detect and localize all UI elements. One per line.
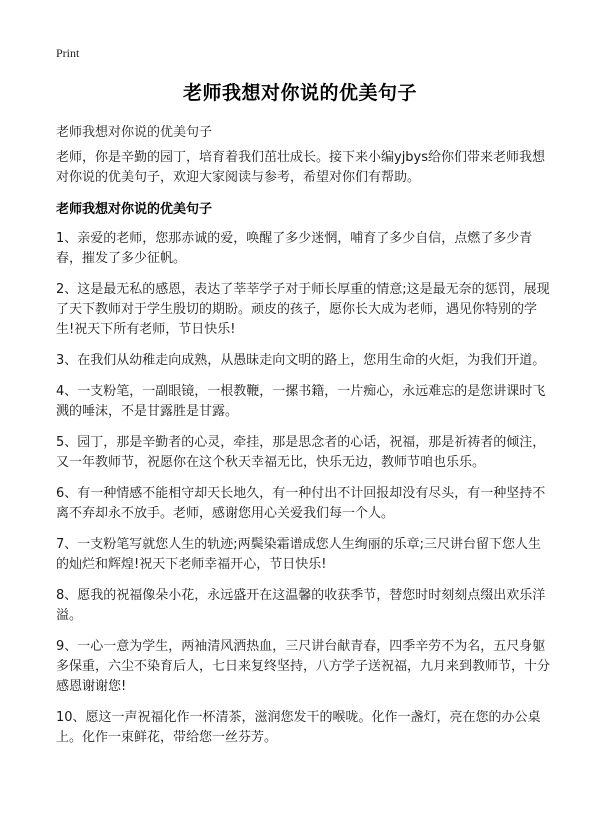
section-heading: 老师我想对你说的优美句子 xyxy=(56,202,213,217)
list-item: 1、亲爱的老师，您那赤诚的爱，唤醒了多少迷惘，哺育了多少自信，点燃了多少青春，摧发了多少征帆。 xyxy=(56,231,533,266)
list-item: 8、愿我的祝福像朵小花，永远盛开在这温馨的收获季节，替您时时刻刻点缀出欢乐洋溢。 xyxy=(56,588,546,623)
list-item: 5、园丁，那是辛勤者的心灵，牵挂，那是思念者的心话，祝福，那是祈祷者的倾注，又一年教师节，祝愿你在这个秋天幸福无比，快乐无边，教师节咱也乐乐。 xyxy=(56,435,546,470)
list-item: 10、愿这一声祝福化作一杯清茶，滋润您发干的喉咙。化作一盏灯，亮在您的办公桌上。化作一束鲜花，带给您一丝芬芳。 xyxy=(56,710,541,745)
article-body xyxy=(56,148,550,759)
list-item: 9、一心一意为学生，两袖清风洒热血，三尺讲台献青春，四季辛劳不为名，五尺身躯多保重，六尘不染育后人，七日来复终坚持，八方学子送祝福，九月来到教师节，十分感恩谢谢您! xyxy=(56,639,551,694)
subtitle: 老师我想对你说的优美句子 xyxy=(56,125,213,140)
list-item: 7、一支粉笔写就您人生的轨迹;两鬓染霜谱成您人生绚丽的乐章;三尺讲台留下您人生的灿烂和辉煌!祝天下老师幸福开心，节日快乐! xyxy=(56,537,542,572)
page-title: 老师我想对你说的优美句子 xyxy=(182,82,417,104)
print-link[interactable]: Print xyxy=(56,46,80,60)
list-item: 4、一支粉笔，一副眼镜，一根教鞭，一摞书籍，一片痴心，永远难忘的是您讲课时飞溅的唾沫，不是甘露胜是甘露。 xyxy=(56,384,546,419)
intro-paragraph: 老师，你是辛勤的园丁，培育着我们茁壮成长。接下来小编yjbys给你们带来老师我想对你说的优美句子，欢迎大家阅读与参考，希望对你们有帮助。 xyxy=(56,150,546,185)
list-item: 6、有一种情感不能相守却天长地久，有一种付出不计回报却没有尽头，有一种坚持不离不弃却永不放手。老师，感谢您用心关爱我们每一个人。 xyxy=(56,486,546,521)
list-item: 2、这是最无私的感恩，表达了莘莘学子对于师长厚重的情意;这是最无奈的惩罚，展现了天下教师对于学生殷切的期盼。顽皮的孩子，愿你长大成为老师，遇见你特别的学生!祝天下所有老师，节日快乐! xyxy=(56,282,550,337)
list-item: 3、在我们从幼稚走向成熟，从愚昧走向文明的路上，您用生命的火炬，为我们开道。 xyxy=(56,353,546,368)
